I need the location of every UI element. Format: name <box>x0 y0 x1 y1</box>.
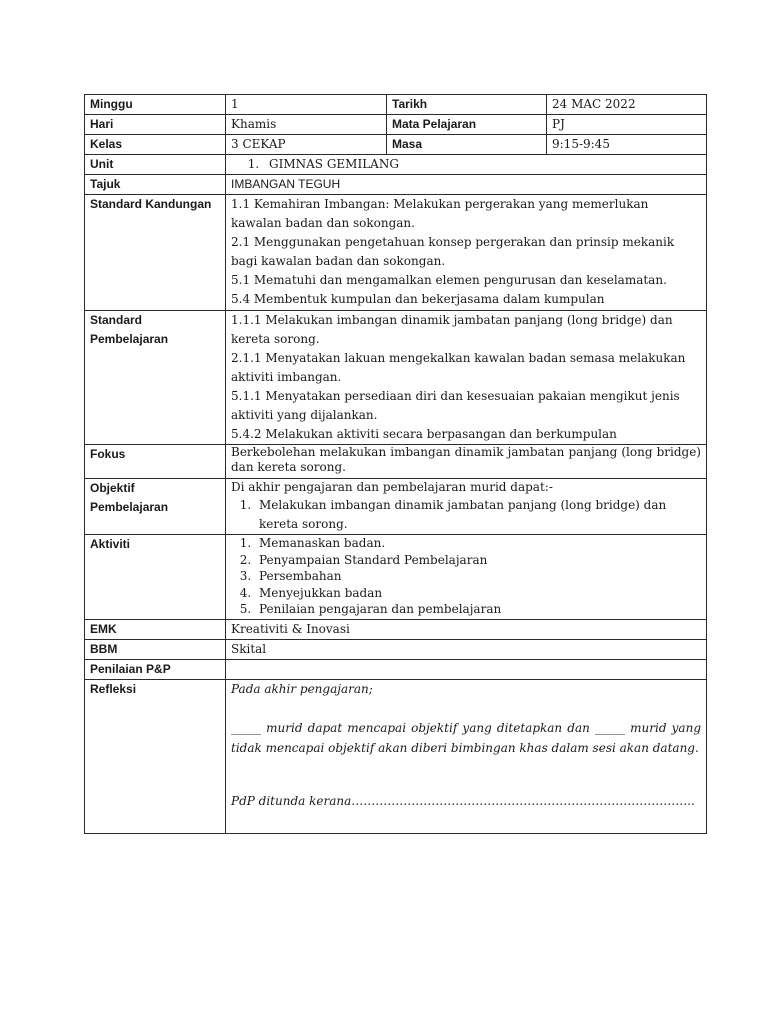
tarikh-value: 24 MAC 2022 <box>547 95 707 115</box>
row-bbm <box>85 640 707 660</box>
bbm-label: BBM <box>85 640 226 660</box>
row-hari <box>85 115 707 135</box>
row-penilaian <box>85 660 707 680</box>
row-aktiviti <box>85 535 707 620</box>
aktiviti-item: 2. Penyampaian Standard Pembelajaran <box>255 552 701 569</box>
tajuk-label: Tajuk <box>85 175 226 195</box>
row-fokus <box>85 445 707 479</box>
kelas-label: Kelas <box>85 135 226 155</box>
aktiviti-item: 1. Memanaskan badan. <box>255 535 701 552</box>
hari-label: Hari <box>85 115 226 135</box>
sp-label-line1: Standard <box>90 313 143 327</box>
unit-label: Unit <box>85 155 226 175</box>
objektif-value <box>226 479 707 535</box>
emk-label: EMK <box>85 620 226 640</box>
mata-pelajaran-value: PJ <box>547 115 707 135</box>
kelas-value: 3 CEKAP <box>226 135 387 155</box>
tajuk-value: IMBANGAN TEGUH <box>226 175 707 195</box>
refleksi-line2: _____ murid dapat mencapai objektif yang ditetapkan dan _____ murid yang tidak mencapai objektif akan diberi bimbingan khas dalam sesi akan datang. <box>231 721 701 755</box>
objektif-label-line1: Objektif <box>90 481 135 495</box>
row-standard-kandungan <box>85 195 707 311</box>
mata-pelajaran-label: Mata Pelajaran <box>387 115 547 135</box>
masa-value: 9:15-9:45 <box>547 135 707 155</box>
aktiviti-item: 5. Penilaian pengajaran dan pembelajaran <box>255 601 701 618</box>
sp-item: 1.1.1 Melakukan imbangan dinamik jambatan panjang (long bridge) dan kereta sorong. <box>231 313 673 346</box>
sk-item: 2.1 Menggunakan pengetahuan konsep pergerakan dan prinsip mekanik bagi kawalan badan dan sokongan. <box>231 235 675 268</box>
row-kelas <box>85 135 707 155</box>
fokus-value: Berkebolehan melakukan imbangan dinamik jambatan panjang (long bridge) dan kereta sorong. <box>226 445 707 479</box>
objektif-label-line2: Pembelajaran <box>90 500 169 514</box>
sp-item: 5.1.1 Menyatakan persediaan diri dan kesesuaian pakaian mengikut jenis aktiviti yang dijalankan. <box>231 389 680 422</box>
row-refleksi <box>85 680 707 834</box>
sp-item: 5.4.2 Melakukan aktiviti secara berpasangan dan berkumpulan <box>231 427 617 441</box>
fokus-label: Fokus <box>85 445 226 479</box>
unit-value: 1. GIMNAS GEMILANG <box>263 155 701 173</box>
refleksi-value <box>226 680 707 834</box>
bbm-value: Skital <box>226 640 707 660</box>
unit-value-cell <box>226 155 707 175</box>
aktiviti-label: Aktiviti <box>85 535 226 620</box>
row-emk <box>85 620 707 640</box>
row-tajuk <box>85 175 707 195</box>
standard-pembelajaran-label <box>85 311 226 445</box>
minggu-value: 1 <box>226 95 387 115</box>
aktiviti-value <box>226 535 707 620</box>
objektif-intro: Di akhir pengajaran dan pembelajaran murid dapat:- <box>231 480 553 494</box>
objektif-item: 1. Melakukan imbangan dinamik jambatan panjang (long bridge) dan kereta sorong. <box>255 496 701 534</box>
objektif-label <box>85 479 226 535</box>
tarikh-label: Tarikh <box>387 95 547 115</box>
row-standard-pembelajaran <box>85 311 707 445</box>
standard-pembelajaran-value <box>226 311 707 445</box>
aktiviti-item: 3. Persembahan <box>255 568 701 585</box>
row-unit <box>85 155 707 175</box>
penilaian-value <box>226 660 707 680</box>
aktiviti-item: 4. Menyejukkan badan <box>255 585 701 602</box>
refleksi-line1: Pada akhir pengajaran; <box>231 682 373 696</box>
refleksi-line3: PdP ditunda kerana………………………………………………………………………….. <box>231 794 695 808</box>
penilaian-label: Penilaian P&P <box>85 660 226 680</box>
hari-value: Khamis <box>226 115 387 135</box>
standard-kandungan-label: Standard Kandungan <box>85 195 226 311</box>
row-minggu <box>85 95 707 115</box>
emk-value: Kreativiti & Inovasi <box>226 620 707 640</box>
sk-item: 5.1 Mematuhi dan mengamalkan elemen pengurusan dan keselamatan. <box>231 273 667 287</box>
sp-item: 2.1.1 Menyatakan lakuan mengekalkan kawalan badan semasa melakukan aktiviti imbangan. <box>231 351 686 384</box>
lesson-plan-table <box>84 94 707 834</box>
refleksi-label: Refleksi <box>85 680 226 834</box>
sp-label-line2: Pembelajaran <box>90 332 169 346</box>
masa-label: Masa <box>387 135 547 155</box>
standard-kandungan-value <box>226 195 707 311</box>
row-objektif <box>85 479 707 535</box>
sk-item: 1.1 Kemahiran Imbangan: Melakukan pergerakan yang memerlukan kawalan badan dan sokongan. <box>231 197 649 230</box>
sk-item: 5.4 Membentuk kumpulan dan bekerjasama dalam kumpulan <box>231 292 605 306</box>
minggu-label: Minggu <box>85 95 226 115</box>
